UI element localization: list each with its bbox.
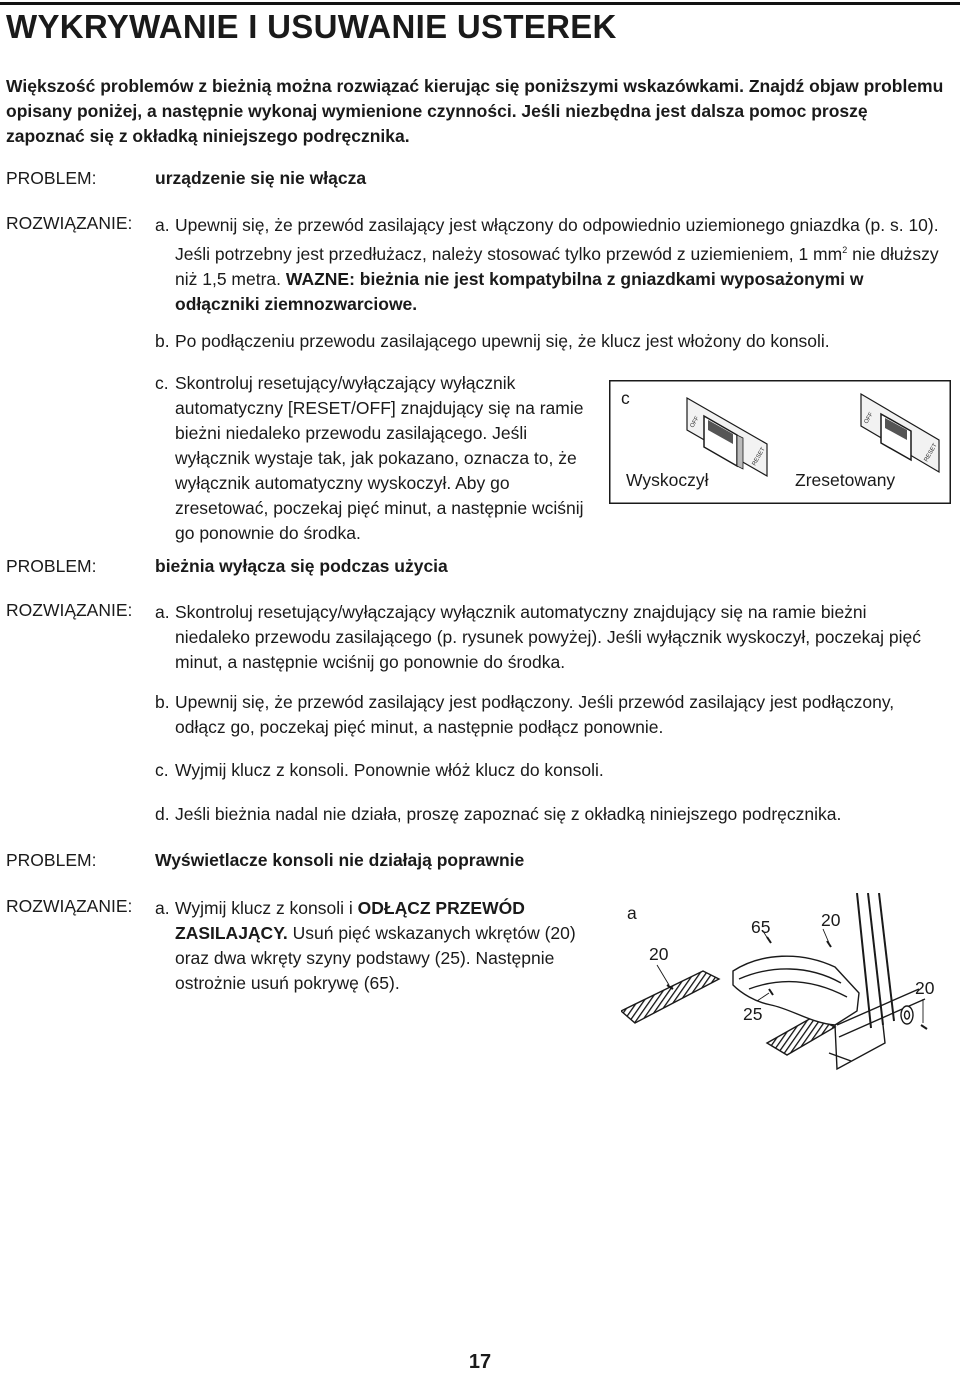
circuit-breaker-figure	[609, 380, 951, 504]
callout-20: 20	[915, 978, 935, 998]
problem-label: PROBLEM:	[6, 556, 97, 576]
problem-title: bieżnia wyłącza się podczas użycia	[155, 556, 448, 576]
solution-item	[155, 690, 945, 740]
problem-label: PROBLEM:	[6, 850, 97, 870]
caption-popped: Wyskoczył	[626, 470, 709, 490]
item-text: Upewnij się, że przewód zasilający jest podłączony. Jeśli przewód zasilający jest podłączony, odłącz go, poczekaj pięć minut, a następnie podłącz ponownie.	[175, 692, 895, 737]
solution-item	[155, 600, 945, 675]
solution-label: ROZWIĄZANIE:	[6, 213, 133, 233]
problem-label: PROBLEM:	[6, 168, 97, 188]
item-letter: c.	[155, 373, 169, 393]
item-letter: a.	[155, 215, 170, 235]
callout-65: 65	[751, 917, 771, 937]
solution-item	[155, 802, 945, 827]
callout-20: 20	[649, 944, 669, 964]
item-letter: d.	[155, 804, 170, 824]
item-text: Wyjmij klucz z konsoli i ODŁĄCZ PRZEWÓD ZASILAJĄCY. Usuń pięć wskazanych wkrętów (20) oraz dwa wkręty szyny podstawy (25). Następnie ostrożnie usuń pokrywę (65).	[175, 898, 576, 993]
solution-label: ROZWIĄZANIE:	[6, 600, 133, 620]
item-text: Skontroluj resetujący/wyłączający wyłącznik automatyczny znajdujący się na ramie bieżni niedaleko przewodu zasilającego (p. rysunek powyżej). Jeśli wyłącznik wyskoczył, poczekaj pięć minut, a następnie wciśnij go ponownie do środka.	[175, 602, 922, 672]
caption-reset: Zresetowany	[795, 470, 896, 490]
intro-paragraph: Większość problemów z bieżnią można rozwiązać kierując się poniższymi wskazówkami. Znajdź objaw problemu opisany poniżej, a następnie wykonaj wymienione czynności. Jeśli niezbędna jest dalsza pomoc proszę zapoznać się z okładką niniejszego podręcznika.	[6, 76, 944, 146]
solution-item	[155, 329, 945, 354]
item-letter: b.	[155, 692, 170, 712]
figure-label: a	[627, 903, 637, 923]
page-title: WYKRYWANIE I USUWANIE USTEREK	[6, 8, 617, 45]
solution-item	[155, 371, 587, 546]
item-text: Upewnij się, że przewód zasilający jest włączony do odpowiednio uziemionego gniazdka (p. s. 10). Jeśli potrzebny jest przedłużacz, należy stosować tylko przewód z uziemieniem, 1 $mm^2$ nie dłuższy niż 1,5 metra. WAZNE: bieżnia nie jest kompatybilna z gniazdkami wyposażonymi w odłączniki ziemnozwarciowe.	[175, 215, 939, 314]
callout-20: 20	[821, 910, 841, 930]
item-text: Wyjmij klucz z konsoli. Ponownie włóż klucz do konsoli.	[175, 760, 604, 780]
svg-text:RESET: RESET	[751, 446, 767, 467]
item-text: Po podłączeniu przewodu zasilającego upewnij się, że klucz jest włożony do konsoli.	[175, 331, 830, 351]
svg-text:OFF: OFF	[689, 415, 701, 429]
item-letter: c.	[155, 760, 169, 780]
item-letter: b.	[155, 331, 170, 351]
item-text: Jeśli bieżnia nadal nie działa, proszę zapoznać się z okładką niniejszego podręcznika.	[175, 804, 842, 824]
svg-text:OFF: OFF	[863, 411, 875, 425]
problem-title: Wyświetlacze konsoli nie działają poprawnie	[155, 850, 525, 870]
item-letter: a.	[155, 602, 170, 622]
problem-title: urządzenie się nie włącza	[155, 168, 367, 188]
treadmill-drawing	[621, 893, 927, 1069]
solution-item	[155, 758, 945, 783]
svg-text:RESET: RESET	[923, 442, 939, 463]
solution-item	[155, 896, 587, 996]
callout-25: 25	[743, 1004, 763, 1024]
page-number: 17	[468, 1351, 492, 1373]
solution-item	[155, 213, 945, 317]
solution-label: ROZWIĄZANIE:	[6, 896, 133, 916]
top-rule	[0, 2, 960, 5]
item-text: Skontroluj resetujący/wyłączający wyłącznik automatyczny [RESET/OFF] znajdujący się na ramie bieżni niedaleko przewodu zasilającego. Jeśli wyłącznik wystaje tak, jak pokazano, oznacza to, że wyłącznik automatyczny wyskoczył. Aby go zresetować, poczekaj pięć minut, a następnie wciśnij go ponownie do środka.	[175, 373, 584, 543]
figure-label: c	[621, 388, 630, 408]
item-letter: a.	[155, 898, 170, 918]
treadmill-figure	[621, 893, 956, 1083]
